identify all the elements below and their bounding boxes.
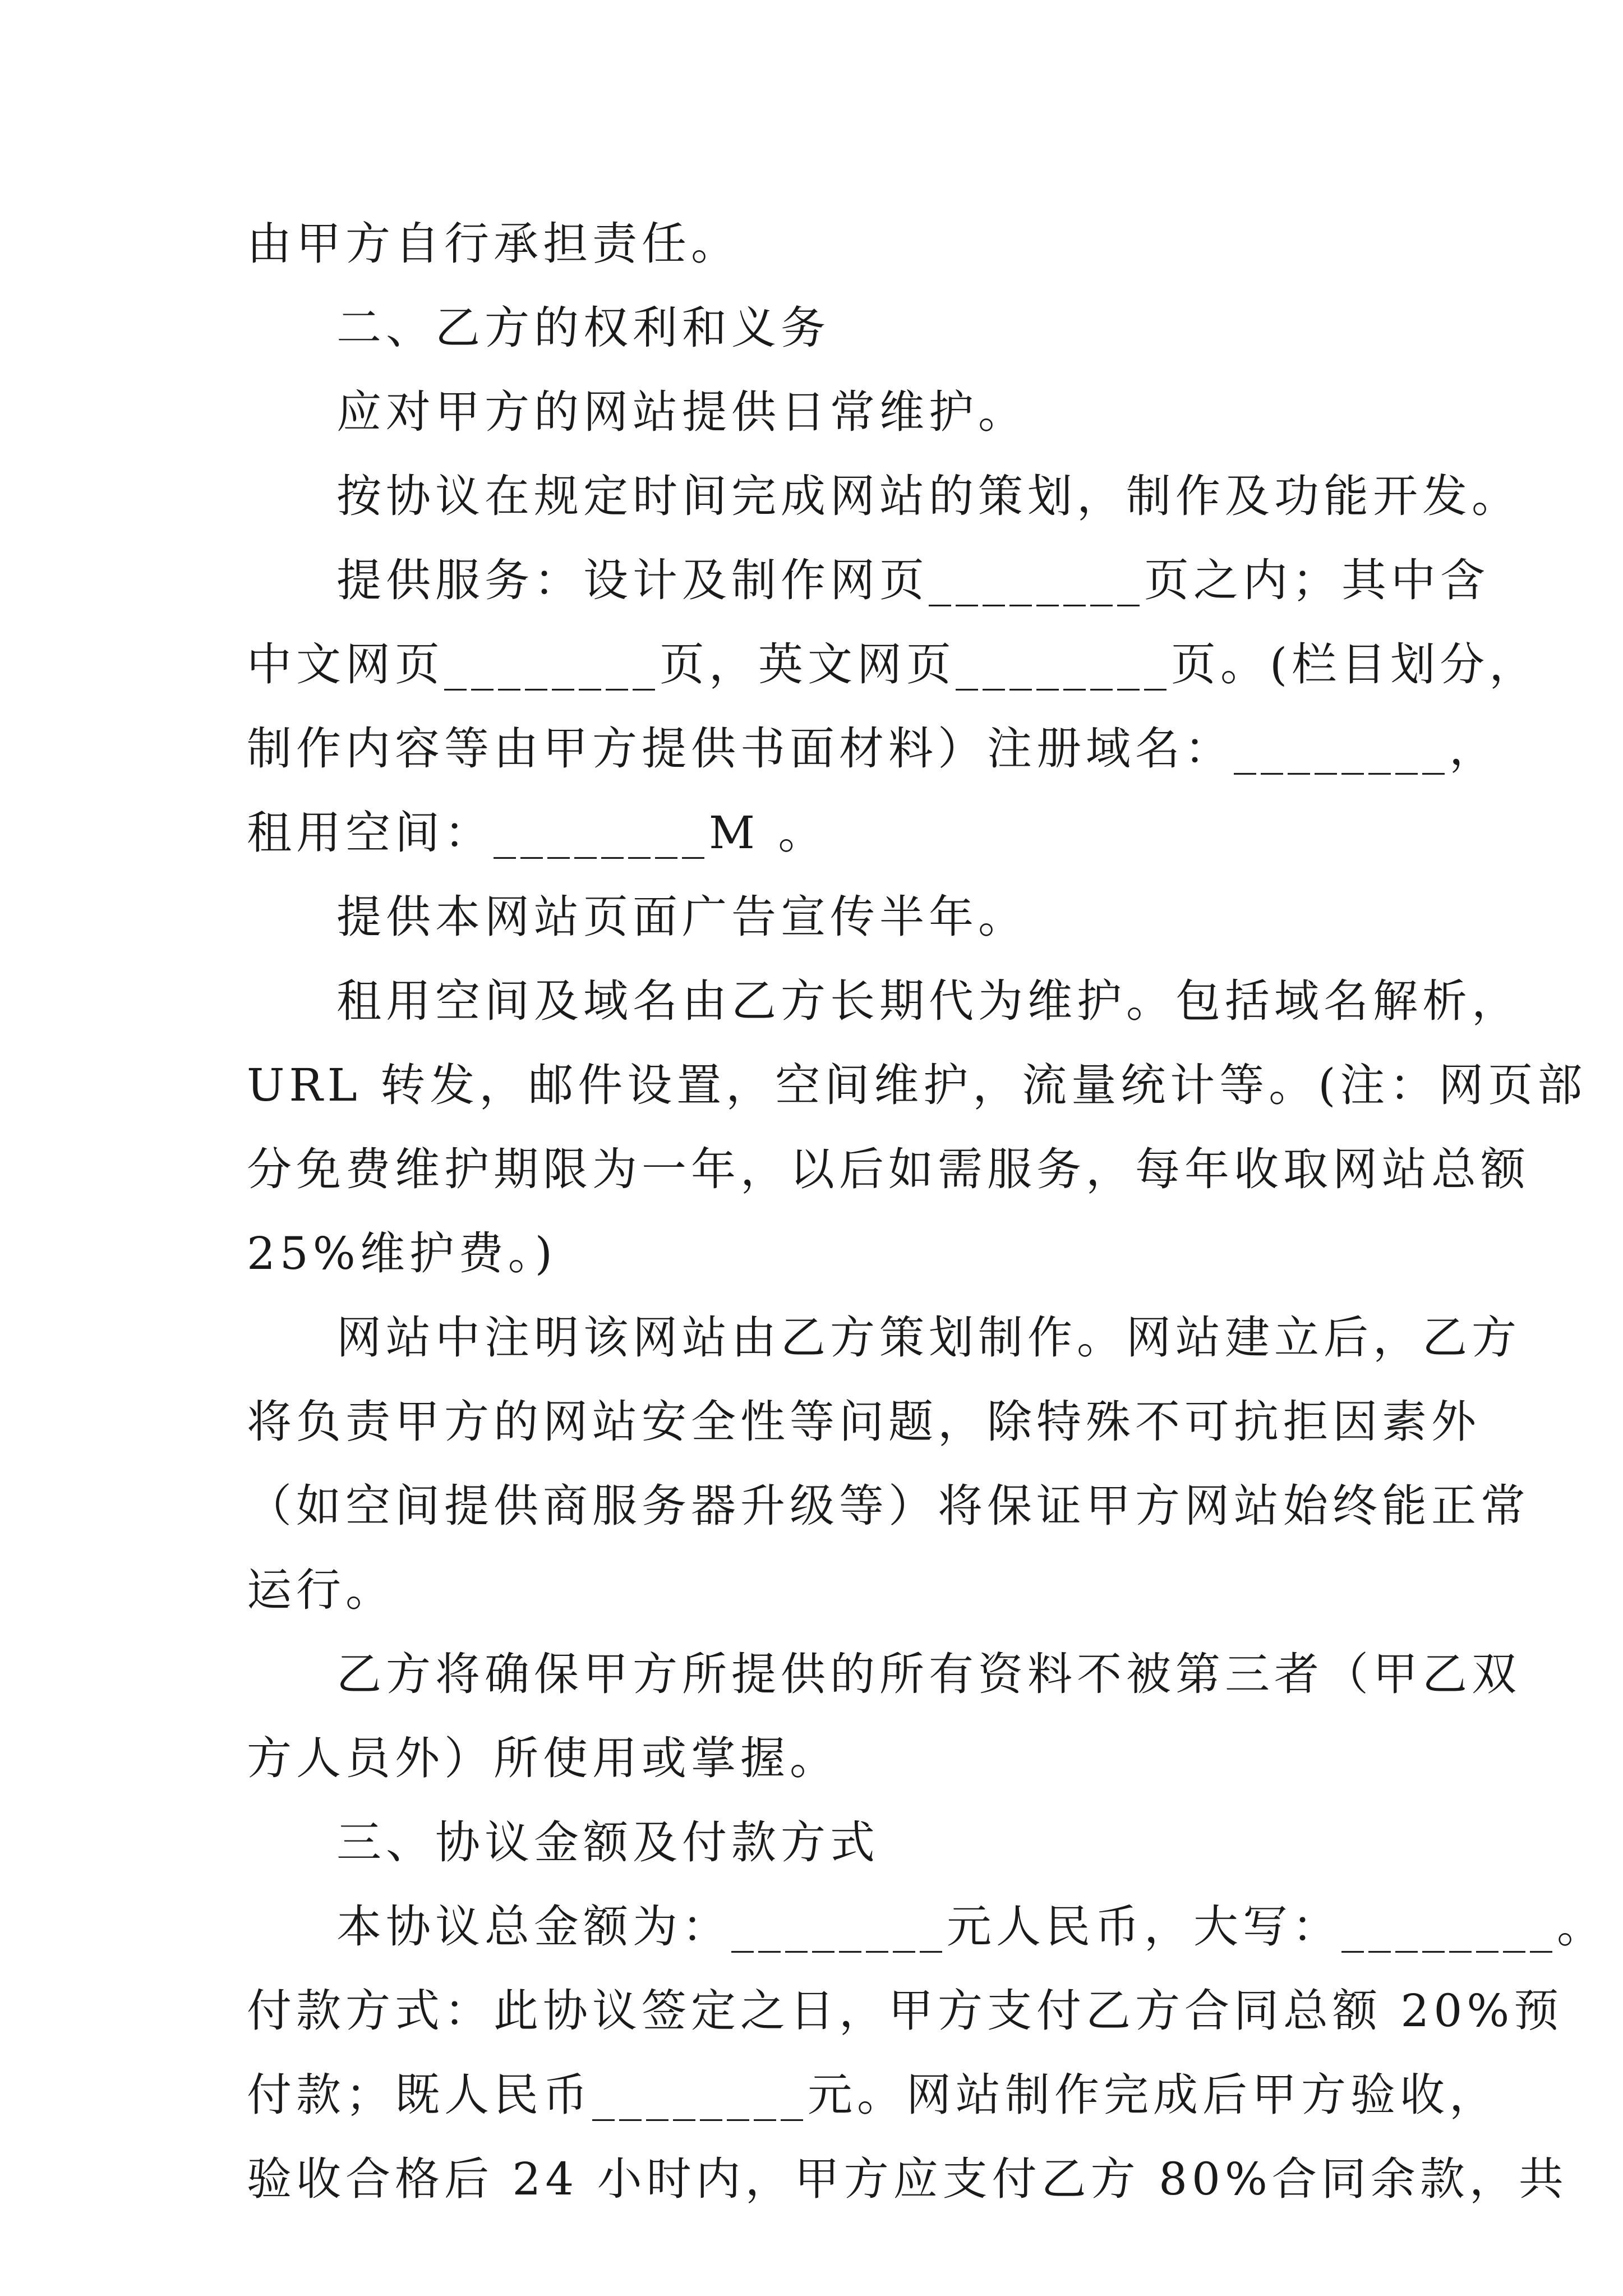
text-line: 制作内容等由甲方提供书面材料）注册域名：________， [247,723,1498,775]
text-line: 付款；既人民币________元。网站制作完成后甲方验收， [247,2069,1498,2121]
text-line: 由甲方自行承担责任。 [247,218,740,270]
text-line: 应对甲方的网站提供日常维护。 [336,386,1027,438]
text-line: 付款方式：此协议签定之日，甲方支付乙方合同总额 20%预 [247,1985,1564,2037]
text-line: 本协议总金额为：________元人民币，大写：________。 [336,1901,1606,1953]
text-line: 租用空间：________M 。 [247,807,828,859]
text-line: 提供本网站页面广告宣传半年。 [336,891,1027,943]
text-line: 乙方将确保甲方所提供的所有资料不被第三者（甲乙双 [336,1648,1521,1700]
text-line: （如空间提供商服务器升级等）将保证甲方网站始终能正常 [247,1480,1530,1532]
text-line: 方人员外）所使用或掌握。 [247,1732,839,1784]
text-line: 运行。 [247,1564,395,1616]
section-heading: 三、协议金额及付款方式 [336,1816,879,1869]
text-line: 中文网页________页，英文网页________页。(栏目划分， [247,638,1539,691]
text-line: 分免费维护期限为一年，以后如需服务，每年收取网站总额 [247,1143,1530,1195]
section-heading: 二、乙方的权利和义务 [336,302,830,354]
text-line: 网站中注明该网站由乙方策划制作。网站建立后，乙方 [336,1312,1521,1364]
text-line: 按协议在规定时间完成网站的策划，制作及功能开发。 [336,470,1521,522]
text-line: 验收合格后 24 小时内，甲方应支付乙方 80%合同余款，共 [247,2153,1568,2205]
text-line: 租用空间及域名由乙方长期代为维护。包括域名解析， [336,975,1521,1027]
text-line: 将负责甲方的网站安全性等问题，除特殊不可抗拒因素外 [247,1396,1481,1448]
text-line: 25%维护费。) [247,1227,557,1280]
text-line: URL 转发，邮件设置，空间维护，流量统计等。(注：网页部 [247,1059,1587,1111]
text-line: 提供服务：设计及制作网页________页之内；其中含 [336,554,1490,606]
document-body [247,202,1606,2221]
